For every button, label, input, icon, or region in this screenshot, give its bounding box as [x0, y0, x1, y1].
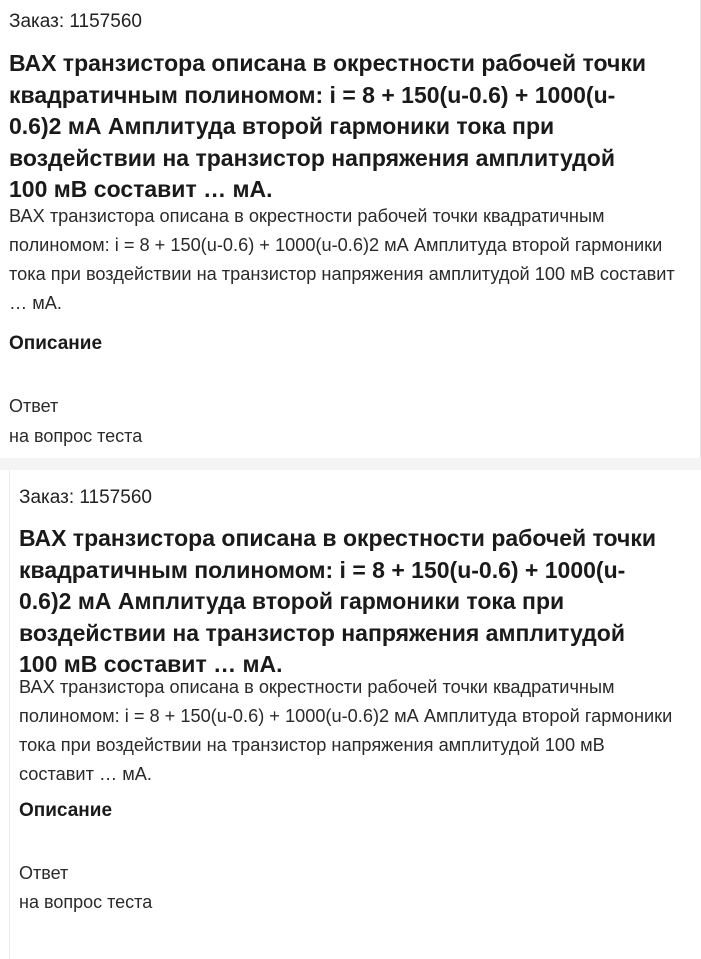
answer-label: Ответ	[19, 863, 69, 883]
card-separator	[0, 458, 701, 470]
description-heading: Описание	[19, 800, 113, 821]
description-heading: Описание	[9, 333, 103, 354]
order-number: Заказ: 1157560	[19, 487, 152, 508]
question-title: ВАХ транзистора описана в окрестности рабочей точки квадратичным полиномом: i = 8 + 150(u-0.6) + 1000(u-0.6)2 мА Амплитуда второй гармоники тока при воздействии на транзистор напряжения амплитудой 100 мВ составит … мА.	[19, 525, 656, 677]
answer-label: Ответ	[9, 396, 59, 416]
question-title: ВАХ транзистора описана в окрестности рабочей точки квадратичным полиномом: i = 8 + 150(u-0.6) + 1000(u-0.6)2 мА Амплитуда второй гармоники тока при воздействии на транзистор напряжения амплитудой 100 мВ составит … мА.	[9, 50, 646, 202]
answer-subtitle: на вопрос теста	[19, 892, 153, 912]
question-description: ВАХ транзистора описана в окрестности рабочей точки квадратичным полиномом: i = 8 + 150(u-0.6) + 1000(u-0.6)2 мА Амплитуда второй гармоники тока при воздействии на транзистор напряжения амплитудой 100 мВ составит … мА.	[19, 677, 673, 784]
answer-subtitle: на вопрос теста	[9, 426, 143, 446]
order-number: Заказ: 1157560	[9, 11, 142, 32]
order-card-2	[9, 470, 701, 959]
order-card-1	[0, 0, 701, 458]
question-description: ВАХ транзистора описана в окрестности рабочей точки квадратичным полиномом: i = 8 + 150(u-0.6) + 1000(u-0.6)2 мА Амплитуда второй гармоники тока при воздействии на транзистор напряжения амплитудой 100 мВ составит … мА.	[9, 206, 675, 313]
